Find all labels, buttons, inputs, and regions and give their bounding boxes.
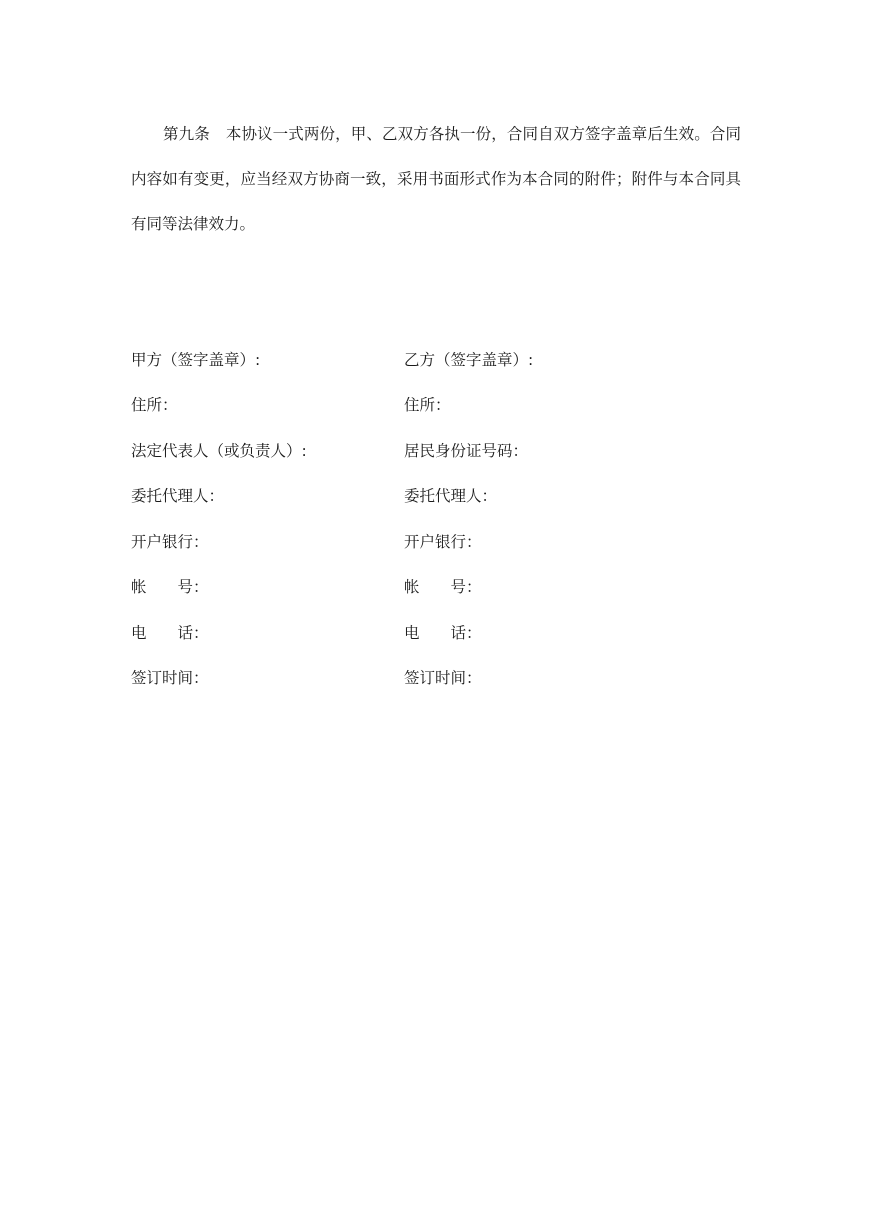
party-b-address-label: 住所：: [404, 396, 451, 415]
signature-row: [131, 564, 751, 610]
party-b-seal-label: 乙方（签字盖章）:: [404, 350, 534, 369]
clause-nine: [131, 112, 741, 247]
party-b-phone-label: 电 话：: [404, 623, 482, 642]
party-b-id-number-label: 居民身份证号码：: [404, 441, 529, 460]
party-b-account-label: 帐 号：: [404, 578, 482, 597]
clause-text: 本协议一式两份，甲、乙双方各执一份，合同自双方签字盖章后生效。合同内容如有变更，应当经双方协商一致，采用书面形式作为本合同的附件；附件与本合同具有同等法律效力。: [131, 125, 741, 233]
party-a-seal-label: 甲方（签字盖章）:: [131, 350, 261, 369]
party-b-bank-label: 开户银行：: [404, 532, 482, 551]
signature-row: [131, 518, 751, 564]
party-a-phone-label: 电 话：: [131, 623, 209, 642]
signature-row: [131, 427, 751, 473]
party-a-agent-label: 委托代理人：: [131, 487, 225, 506]
signature-row: [131, 609, 751, 655]
party-a-address-label: 住所：: [131, 396, 178, 415]
party-a-legal-rep-label: 法定代表人（或负责人）:: [131, 441, 307, 460]
signature-row: [131, 336, 751, 382]
party-b-agent-label: 委托代理人：: [404, 487, 498, 506]
party-a-account-label: 帐 号：: [131, 578, 209, 597]
signature-block: [131, 336, 751, 700]
clause-number: 第九条: [163, 125, 210, 143]
party-a-bank-label: 开户银行：: [131, 532, 209, 551]
signature-row: [131, 655, 751, 701]
party-a-date-label: 签订时间：: [131, 669, 209, 688]
signature-row: [131, 473, 751, 519]
signature-row: [131, 382, 751, 428]
party-b-date-label: 签订时间：: [404, 669, 482, 688]
